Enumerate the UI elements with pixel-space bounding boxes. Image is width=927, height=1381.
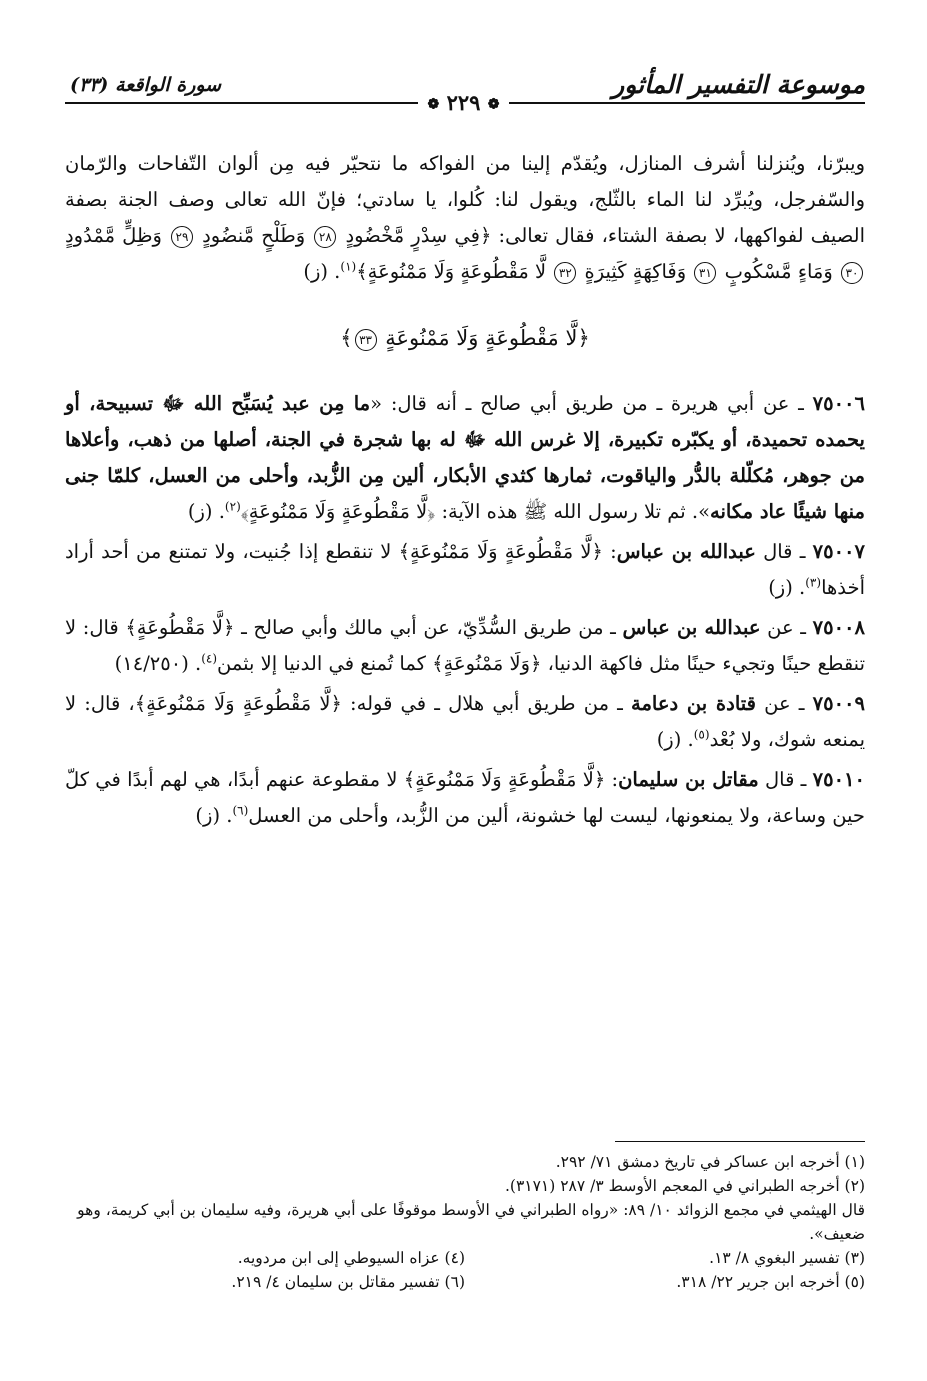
narration-entry: ٧٥٠٠٩ ـ عن قتادة بن دعامة ـ من طريق أبي هلال ـ في قوله: ﴿لَّا مَقْطُوعَةٍ وَلَا مَمْنُوعَةٍ﴾، قال: لا يمنعه شوك، ولا بُعْد$^{(٥)}$. (ز) [65,692,865,751]
quran-verse: ﴿فِي سِدْرٍ مَّخْضُودٍ ٢٨ وَطَلْحٍ مَّنضُودٍ ٢٩ وَظِلٍّ مَّمْدُودٍ ٣٠ وَمَاءٍ مَّسْكُوبٍ ٣١ وَفَاكِهَةٍ كَثِيرَةٍ ٣٢ لَّا مَقْطُوعَةٍ وَلَا مَمْنُوعَةٍ﴾ [65,224,865,283]
surah-title: سورة الواقعة (٣٣) [70,74,222,96]
ayah-number-marker: ٣٢ [554,262,576,284]
footnote: (٦) تفسير مقاتل بن سليمان ٤/ ٢١٩. [231,1273,465,1291]
footnote-note: قال الهيثمي في مجمع الزوائد ١٠/ ٨٩: «رواه الطبراني في الأوسط موقوفًا على أبي هريرة، وفيه سليمان بن أبي كريمة، وهو ضعيف». [77,1201,865,1243]
entry-number: ٧٥٠١٠ [812,768,865,791]
narration-entry: ٧٥٠١٠ ـ قال مقاتل بن سليمان: ﴿لَّا مَقْطُوعَةٍ وَلَا مَمْنُوعَةٍ﴾ لا مقطوعة عنهم أبدًا، هي لهم أبدًا في كلّ حين وساعة، ولا يمنعونها، ليست لها خشونة، ألين من الزُّبد، وأحلى من العسل$^{(٦)}$. (ز) [65,768,865,827]
narration-entry: ٧٥٠٠٦ ـ عن أبي هريرة ـ من طريق أبي صالح ـ أنه قال: «ما مِن عبد يُسَبِّح الله ﷻ تسبيحة، أو يحمده تحميدة، أو يكبّره تكبيرة، إلا غرس الله ﷻ له بها شجرة في الجنة، أصلها من ذهب، وأعلاها من جوهر، مُكلّلة بالدُّر والياقوت، ثمارها كثدي الأبكار، ألين مِن الزُّبد، وأحلى من العسل، كلمّا جنى منها شيئًا عاد مكانه». ثم تلا رسول الله ﷺ هذه الآية: ﴿لَّا مَقْطُوعَةٍ وَلَا مَمْنُوعَةٍ﴾$^{(٢)}$. (ز) [65,392,866,523]
narrator-name: قتادة بن دعامة [631,692,756,715]
footnote-ref: (١) [340,259,357,274]
footnote: (١) أخرجه ابن عساكر في تاريخ دمشق ٧١/ ٢٩٢. [555,1153,865,1171]
footnote-ref: (٦) [232,803,249,818]
entry-number: ٧٥٠٠٦ [812,392,866,415]
ayah-number-marker: ٢٩ [171,226,193,248]
footnote: (٣) تفسير البغوي ٨/ ١٣. [709,1249,865,1267]
ornament-icon: ❁ [427,96,440,113]
footnote-rule [615,1141,865,1142]
entry-number: ٧٥٠٠٧ [812,540,865,563]
book-title: موسوعة التفسير المأثور [612,70,865,99]
ornament-icon: ❁ [487,96,500,113]
intro-paragraph: ويبرّنا، ويُنزلنا أشرف المنازل، ويُقدّم إلينا من الفواكه ما نتحيّر فيه مِن ألوان التّفاحات والرّمان والسّفرجل، ويُبرِّد لنا الماء بالثّلج، ويقول لنا: كُلوا، يا سادتي؛ فإنّ الله تعالى وصف الجنة بصفة الصيف لفواكهها، لا بصفة الشتاء، فقال تعالى: ﴿فِي سِدْرٍ مَّخْضُودٍ ٢٨ وَطَلْحٍ مَّنضُودٍ ٢٩ وَظِلٍّ مَّمْدُودٍ ٣٠ وَمَاءٍ مَّسْكُوبٍ ٣١ وَفَاكِهَةٍ كَثِيرَةٍ ٣٢ لَّا مَقْطُوعَةٍ وَلَا مَمْنُوعَةٍ﴾$^{(١)}$. (ز) [65,152,866,283]
section-heading-ayah: ﴿لَّا مَقْطُوعَةٍ وَلَا مَمْنُوعَةٍ ٣٣﴾ [340,326,590,350]
footnote: (٤) عزاه السيوطي إلى ابن مردويه. [237,1249,465,1267]
hadith-text: ما مِن عبد يُسَبِّح الله ﷻ تسبيحة، أو يحمده تحميدة، أو يكبّره تكبيرة، إلا غرس الله ﷻ له بها شجرة في الجنة، أصلها من ذهب، وأعلاها من جوهر، مُكلّلة بالدُّر والياقوت، ثمارها كثدي الأبكار، ألين مِن الزُّبد، وأحلى من العسل، كلمّا جنى منها شيئًا عاد مكانه [65,392,865,523]
footnote-ref: (٣) [805,575,822,590]
ayah-number-marker: ٣٠ [841,262,863,284]
page-number: ❁ ٢٢٩ ❁ [418,92,510,116]
entry-number: ٧٥٠٠٨ [812,616,865,639]
footnote-ref: (٢) [224,499,241,514]
ayah-number-marker: ٣١ [694,262,716,284]
footnote-ref: (٥) [693,727,710,742]
narration-entry: ٧٥٠٠٧ ـ قال عبدالله بن عباس: ﴿لَّا مَقْطُوعَةٍ وَلَا مَمْنُوعَةٍ﴾ لا تنقطع إذا جُنيت، ولا تمتنع من أحد أراد أخذها$^{(٣)}$. (ز) [65,540,865,599]
narrator-name: عبدالله بن عباس [622,616,761,639]
narrator-name: عبدالله بن عباس [616,540,756,563]
footnotes [65,1150,865,1294]
footnote: (٥) أخرجه ابن جرير ٢٢/ ٣١٨. [676,1273,865,1291]
narrator-name: مقاتل بن سليمان [618,768,759,791]
ayah-number-marker: ٣٣ [355,329,377,351]
page-body [65,146,865,834]
ayah-number-marker: ٢٨ [314,226,336,248]
entry-number: ٧٥٠٠٩ [812,692,865,715]
narration-entry: ٧٥٠٠٨ ـ عن عبدالله بن عباس ـ من طريق السُّدِّيّ، عن أبي مالك وأبي صالح ـ ﴿لَّا مَقْطُوعَةٍ﴾ قال: لا تنقطع حينًا وتجيء حينًا مثل فاكهة الدنيا، ﴿وَلَا مَمْنُوعَةٍ﴾ كما تُمنع في الدنيا إلا بثمن$^{(٤)}$. (١٤/٢٥٠) [65,616,865,675]
footnote: (٢) أخرجه الطبراني في المعجم الأوسط ٣/ ٢٨٧ (٣١٧١). [504,1177,865,1195]
footnote-ref: (٤) [201,651,218,666]
